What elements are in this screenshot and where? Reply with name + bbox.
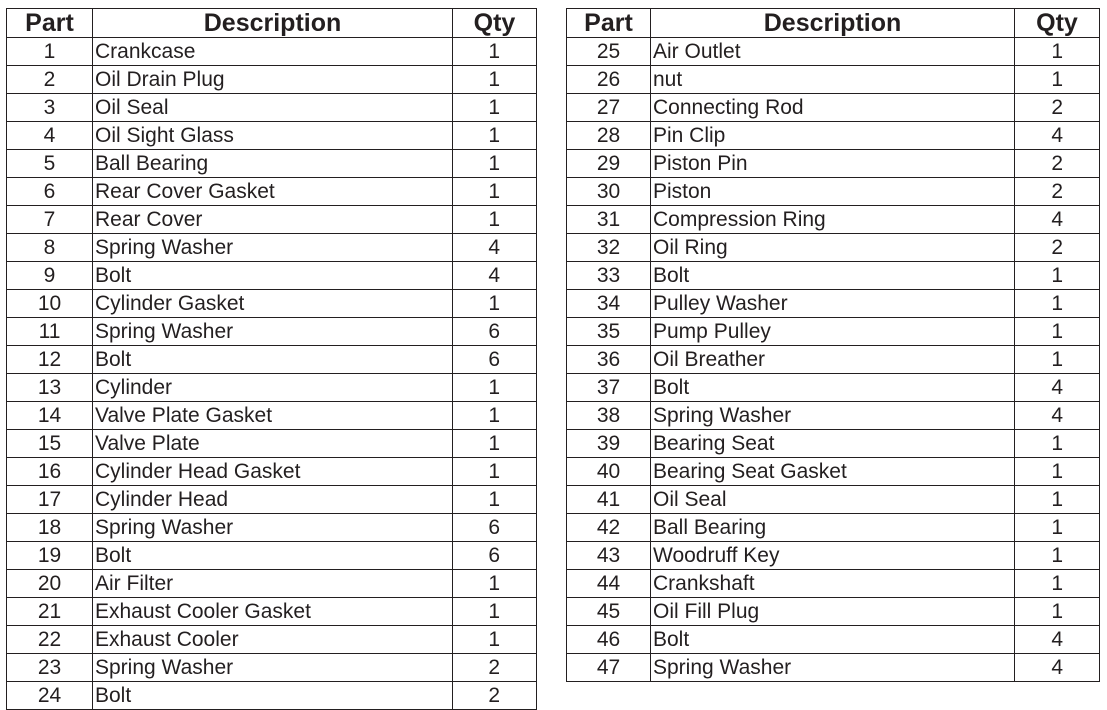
description-cell: Connecting Rod — [651, 94, 1015, 122]
description-cell: Valve Plate — [93, 430, 453, 458]
table-row — [567, 570, 1100, 598]
part-number-cell: 26 — [567, 66, 651, 94]
quantity-cell: 1 — [453, 458, 537, 486]
quantity-cell: 1 — [453, 598, 537, 626]
part-number-cell: 39 — [567, 430, 651, 458]
quantity-cell: 1 — [1015, 598, 1100, 626]
quantity-cell: 4 — [1015, 654, 1100, 682]
part-number-cell: 14 — [7, 402, 93, 430]
part-number-cell: 22 — [7, 626, 93, 654]
part-number-cell: 36 — [567, 346, 651, 374]
table-row — [567, 66, 1100, 94]
table-row — [567, 234, 1100, 262]
quantity-cell: 4 — [453, 262, 537, 290]
part-number-cell: 8 — [7, 234, 93, 262]
description-cell: Bolt — [93, 682, 453, 710]
part-number-cell: 31 — [567, 206, 651, 234]
description-cell: Spring Washer — [93, 654, 453, 682]
table-row — [567, 290, 1100, 318]
table-row — [567, 150, 1100, 178]
table-row — [7, 94, 537, 122]
table-row — [7, 458, 537, 486]
part-number-cell: 13 — [7, 374, 93, 402]
description-cell: Piston — [651, 178, 1015, 206]
quantity-cell: 1 — [453, 206, 537, 234]
quantity-cell: 1 — [453, 402, 537, 430]
description-cell: Woodruff Key — [651, 542, 1015, 570]
table-body — [567, 38, 1100, 682]
quantity-cell: 4 — [453, 234, 537, 262]
description-cell: Air Outlet — [651, 38, 1015, 66]
part-number-cell: 11 — [7, 318, 93, 346]
header-part: Part — [567, 9, 651, 38]
table-row — [567, 262, 1100, 290]
part-number-cell: 32 — [567, 234, 651, 262]
quantity-cell: 1 — [1015, 290, 1100, 318]
table-row — [7, 234, 537, 262]
table-row — [7, 430, 537, 458]
part-number-cell: 25 — [567, 38, 651, 66]
part-number-cell: 27 — [567, 94, 651, 122]
table-row — [7, 122, 537, 150]
quantity-cell: 1 — [1015, 318, 1100, 346]
description-cell: Oil Fill Plug — [651, 598, 1015, 626]
part-number-cell: 3 — [7, 94, 93, 122]
table-row — [567, 486, 1100, 514]
quantity-cell: 1 — [453, 178, 537, 206]
description-cell: Ball Bearing — [651, 514, 1015, 542]
description-cell: Ball Bearing — [93, 150, 453, 178]
description-cell: Exhaust Cooler Gasket — [93, 598, 453, 626]
description-cell: Bearing Seat — [651, 430, 1015, 458]
quantity-cell: 6 — [453, 542, 537, 570]
part-number-cell: 4 — [7, 122, 93, 150]
part-number-cell: 10 — [7, 290, 93, 318]
part-number-cell: 7 — [7, 206, 93, 234]
quantity-cell: 1 — [453, 290, 537, 318]
quantity-cell: 1 — [1015, 542, 1100, 570]
description-cell: Bolt — [651, 262, 1015, 290]
table-row — [7, 514, 537, 542]
table-row — [7, 626, 537, 654]
table-row — [7, 682, 537, 710]
quantity-cell: 4 — [1015, 374, 1100, 402]
table-body — [7, 38, 537, 710]
description-cell: Valve Plate Gasket — [93, 402, 453, 430]
quantity-cell: 1 — [1015, 346, 1100, 374]
table-row — [567, 94, 1100, 122]
part-number-cell: 28 — [567, 122, 651, 150]
quantity-cell: 1 — [1015, 430, 1100, 458]
part-number-cell: 20 — [7, 570, 93, 598]
table-row — [7, 542, 537, 570]
part-number-cell: 18 — [7, 514, 93, 542]
part-number-cell: 19 — [7, 542, 93, 570]
part-number-cell: 37 — [567, 374, 651, 402]
part-number-cell: 12 — [7, 346, 93, 374]
table-row — [567, 458, 1100, 486]
part-number-cell: 23 — [7, 654, 93, 682]
table-row — [567, 514, 1100, 542]
quantity-cell: 1 — [453, 122, 537, 150]
description-cell: Cylinder Head Gasket — [93, 458, 453, 486]
quantity-cell: 1 — [453, 570, 537, 598]
table-row — [567, 346, 1100, 374]
description-cell: Oil Seal — [651, 486, 1015, 514]
part-number-cell: 47 — [567, 654, 651, 682]
header-description: Description — [651, 9, 1015, 38]
table-row — [567, 206, 1100, 234]
description-cell: Cylinder Head — [93, 486, 453, 514]
table-row — [567, 598, 1100, 626]
table-row — [7, 206, 537, 234]
table-row — [7, 598, 537, 626]
parts-table-left — [6, 8, 537, 710]
quantity-cell: 1 — [453, 38, 537, 66]
part-number-cell: 45 — [567, 598, 651, 626]
table-row — [567, 626, 1100, 654]
table-row — [7, 402, 537, 430]
part-number-cell: 44 — [567, 570, 651, 598]
table-row — [7, 570, 537, 598]
part-number-cell: 38 — [567, 402, 651, 430]
quantity-cell: 1 — [1015, 486, 1100, 514]
part-number-cell: 2 — [7, 66, 93, 94]
table-row — [567, 654, 1100, 682]
description-cell: Bolt — [93, 262, 453, 290]
description-cell: Piston Pin — [651, 150, 1015, 178]
description-cell: Spring Washer — [651, 402, 1015, 430]
description-cell: Oil Ring — [651, 234, 1015, 262]
quantity-cell: 1 — [1015, 570, 1100, 598]
description-cell: nut — [651, 66, 1015, 94]
part-number-cell: 30 — [567, 178, 651, 206]
quantity-cell: 1 — [1015, 262, 1100, 290]
quantity-cell: 1 — [453, 66, 537, 94]
table-row — [7, 178, 537, 206]
description-cell: Rear Cover Gasket — [93, 178, 453, 206]
quantity-cell: 1 — [1015, 38, 1100, 66]
quantity-cell: 2 — [1015, 94, 1100, 122]
description-cell: Spring Washer — [93, 234, 453, 262]
part-number-cell: 43 — [567, 542, 651, 570]
table-row — [567, 178, 1100, 206]
part-number-cell: 35 — [567, 318, 651, 346]
table-row — [7, 66, 537, 94]
table-row — [567, 122, 1100, 150]
description-cell: Oil Sight Glass — [93, 122, 453, 150]
quantity-cell: 2 — [1015, 178, 1100, 206]
description-cell: Exhaust Cooler — [93, 626, 453, 654]
header-description: Description — [93, 9, 453, 38]
quantity-cell: 6 — [453, 514, 537, 542]
part-number-cell: 15 — [7, 430, 93, 458]
part-number-cell: 42 — [567, 514, 651, 542]
quantity-cell: 1 — [453, 486, 537, 514]
table-row — [7, 262, 537, 290]
part-number-cell: 9 — [7, 262, 93, 290]
description-cell: Bolt — [93, 346, 453, 374]
header-row — [7, 9, 537, 38]
description-cell: Cylinder Gasket — [93, 290, 453, 318]
quantity-cell: 1 — [1015, 458, 1100, 486]
header-qty: Qty — [453, 9, 537, 38]
description-cell: Pump Pulley — [651, 318, 1015, 346]
table-row — [567, 542, 1100, 570]
quantity-cell: 1 — [1015, 66, 1100, 94]
part-number-cell: 34 — [567, 290, 651, 318]
header-qty: Qty — [1015, 9, 1100, 38]
description-cell: Pulley Washer — [651, 290, 1015, 318]
header-row — [567, 9, 1100, 38]
description-cell: Bolt — [651, 374, 1015, 402]
table-row — [7, 38, 537, 66]
quantity-cell: 1 — [1015, 514, 1100, 542]
quantity-cell: 2 — [1015, 150, 1100, 178]
table-row — [7, 486, 537, 514]
table-row — [567, 430, 1100, 458]
description-cell: Bearing Seat Gasket — [651, 458, 1015, 486]
part-number-cell: 5 — [7, 150, 93, 178]
table-row — [7, 654, 537, 682]
part-number-cell: 41 — [567, 486, 651, 514]
quantity-cell: 2 — [1015, 234, 1100, 262]
part-number-cell: 17 — [7, 486, 93, 514]
description-cell: Compression Ring — [651, 206, 1015, 234]
table-row — [7, 150, 537, 178]
header-part: Part — [7, 9, 93, 38]
description-cell: Cylinder — [93, 374, 453, 402]
description-cell: Crankcase — [93, 38, 453, 66]
quantity-cell: 4 — [1015, 206, 1100, 234]
table-row — [7, 318, 537, 346]
table-row — [7, 346, 537, 374]
quantity-cell: 2 — [453, 654, 537, 682]
description-cell: Bolt — [93, 542, 453, 570]
description-cell: Rear Cover — [93, 206, 453, 234]
parts-table-right — [566, 8, 1100, 682]
part-number-cell: 1 — [7, 38, 93, 66]
quantity-cell: 4 — [1015, 626, 1100, 654]
description-cell: Oil Seal — [93, 94, 453, 122]
description-cell: Spring Washer — [651, 654, 1015, 682]
quantity-cell: 1 — [453, 150, 537, 178]
description-cell: Air Filter — [93, 570, 453, 598]
table-row — [7, 374, 537, 402]
quantity-cell: 2 — [453, 682, 537, 710]
part-number-cell: 16 — [7, 458, 93, 486]
description-cell: Spring Washer — [93, 514, 453, 542]
description-cell: Spring Washer — [93, 318, 453, 346]
part-number-cell: 24 — [7, 682, 93, 710]
table-row — [567, 38, 1100, 66]
quantity-cell: 4 — [1015, 122, 1100, 150]
part-number-cell: 40 — [567, 458, 651, 486]
part-number-cell: 29 — [567, 150, 651, 178]
quantity-cell: 1 — [453, 374, 537, 402]
table-row — [567, 402, 1100, 430]
description-cell: Oil Breather — [651, 346, 1015, 374]
table-row — [7, 290, 537, 318]
part-number-cell: 33 — [567, 262, 651, 290]
description-cell: Crankshaft — [651, 570, 1015, 598]
quantity-cell: 1 — [453, 430, 537, 458]
quantity-cell: 6 — [453, 346, 537, 374]
description-cell: Bolt — [651, 626, 1015, 654]
quantity-cell: 1 — [453, 94, 537, 122]
quantity-cell: 1 — [453, 626, 537, 654]
part-number-cell: 46 — [567, 626, 651, 654]
part-number-cell: 21 — [7, 598, 93, 626]
quantity-cell: 6 — [453, 318, 537, 346]
part-number-cell: 6 — [7, 178, 93, 206]
description-cell: Pin Clip — [651, 122, 1015, 150]
quantity-cell: 4 — [1015, 402, 1100, 430]
description-cell: Oil Drain Plug — [93, 66, 453, 94]
table-row — [567, 374, 1100, 402]
table-row — [567, 318, 1100, 346]
